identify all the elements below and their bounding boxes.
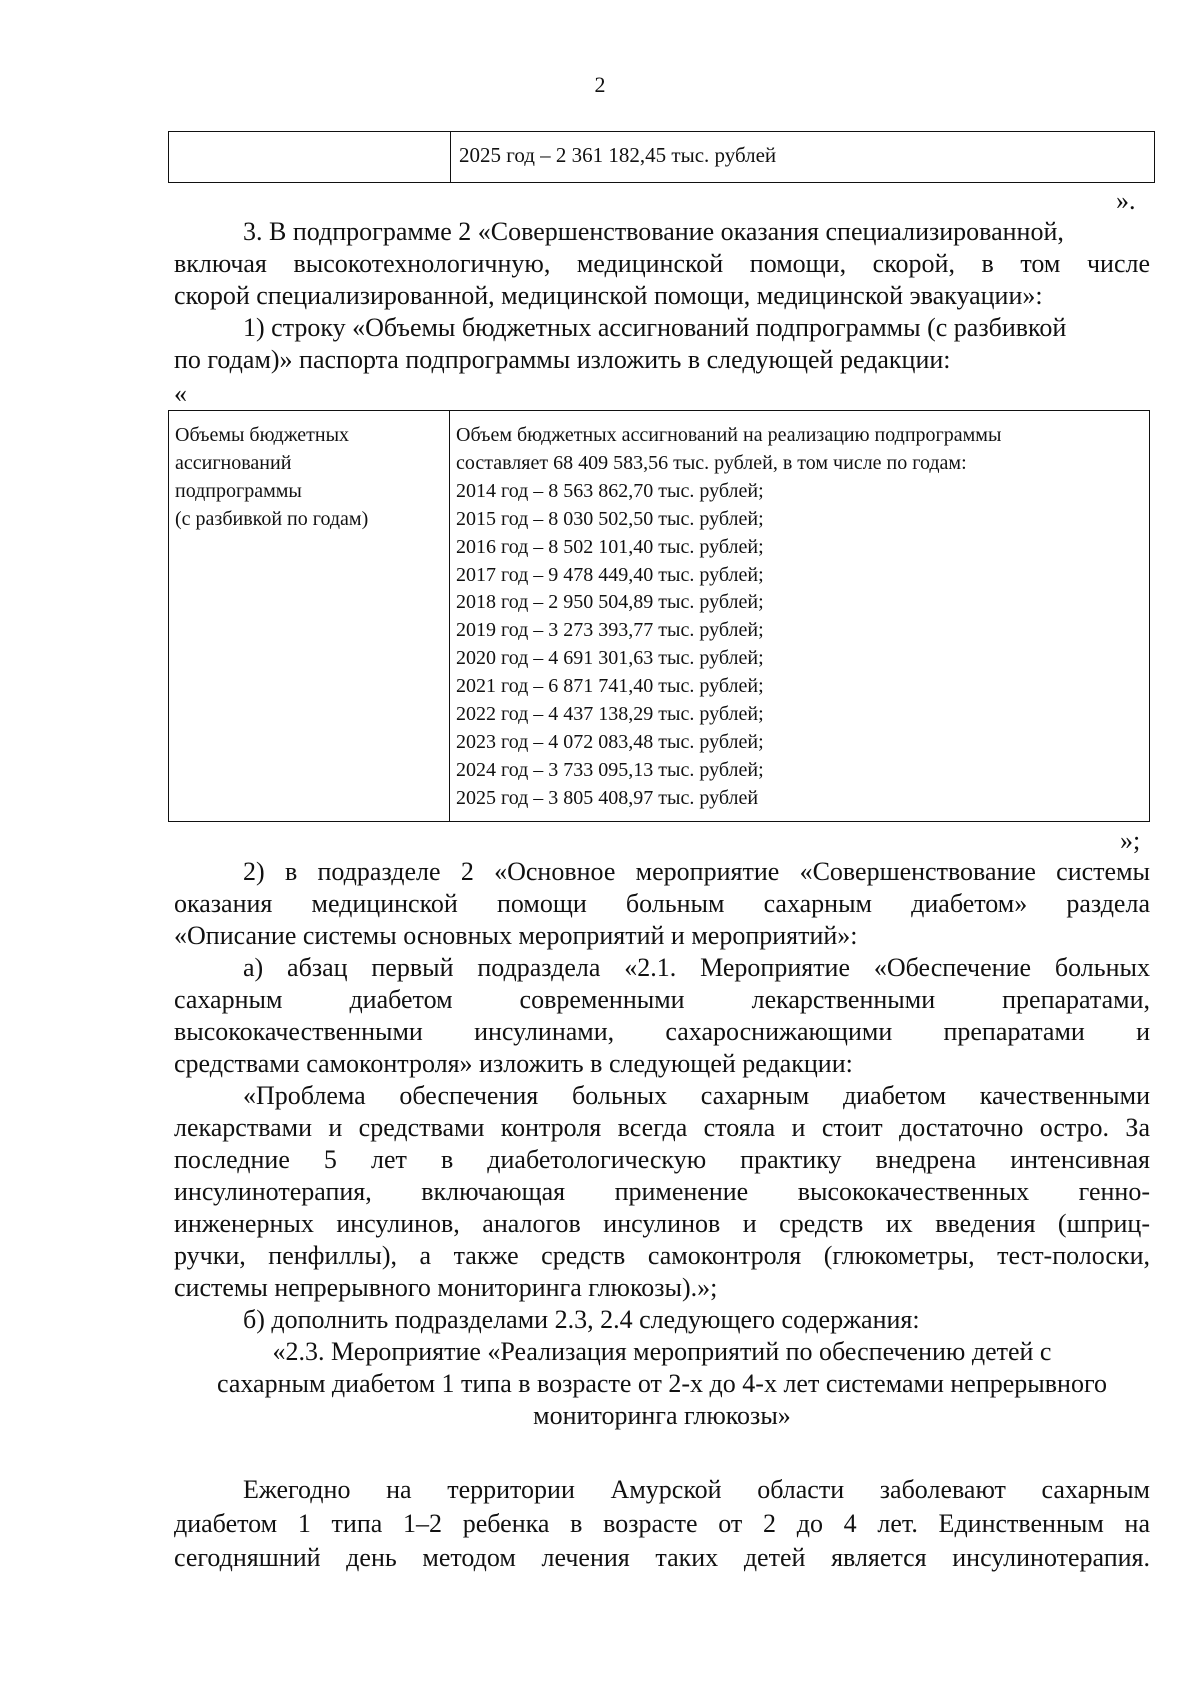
page-number: 2 (594, 72, 606, 97)
table2-value-line: 2018 год – 2 950 504,89 тыс. рублей; (456, 591, 764, 614)
table2-value-line: составляет 68 409 583,56 тыс. рублей, в том числе по годам: (456, 451, 967, 474)
table2-value-line: 2015 год – 8 030 502,50 тыс. рублей; (456, 507, 764, 530)
subheading-line: мониторинга глюкозы» (533, 1401, 791, 1430)
subheading-line: «2.3. Мероприятие «Реализация мероприятий по обеспечению детей с (272, 1337, 1052, 1366)
closing-quote-2: »; (1120, 826, 1141, 855)
item2a-line: средствами самоконтроля» изложить в следующей редакции: (174, 1049, 853, 1078)
closing-quote-1: ». (1116, 186, 1136, 215)
item2a-line: а) абзац первый подраздела «2.1. Мероприятие «Обеспечение больных (243, 953, 1150, 982)
table2-value-line: 2023 год – 4 072 083,48 тыс. рублей; (456, 730, 764, 753)
item2b-line: б) дополнить подразделами 2.3, 2.4 следующего содержания: (243, 1305, 920, 1334)
table2-value-line: 2022 год – 4 437 138,29 тыс. рублей; (456, 703, 764, 726)
subheading-line: сахарным диабетом 1 типа в возрасте от 2-х до 4-х лет системами непрерывного (217, 1369, 1107, 1398)
item2-line: оказания медицинской помощи больным сахарным диабетом» раздела (174, 889, 1150, 918)
item1-line: по годам)» паспорта подпрограммы изложить в следующей редакции: (174, 345, 951, 374)
table2-label-cell (169, 411, 450, 822)
table2-value-line: 2021 год – 6 871 741,40 тыс. рублей; (456, 675, 764, 698)
table2-value-line: 2020 год – 4 691 301,63 тыс. рублей; (456, 647, 764, 670)
table2-label-line: (с разбивкой по годам) (175, 507, 369, 530)
section3-line: скорой специализированной, медицинской помощи, медицинской эвакуации»: (174, 281, 1043, 310)
quote-paragraph-line: лекарствами и средствами контроля всегда стояла и стоит достаточно остро. За (174, 1113, 1150, 1142)
final-paragraph-line: диабетом 1 типа 1–2 ребенка в возрасте от 2 до 4 лет. Единственным на (174, 1509, 1150, 1538)
final-paragraph-line: сегодняшний день методом лечения таких детей является инсулинотерапия. (174, 1543, 1150, 1572)
budget-volumes-table (168, 410, 1150, 822)
budget-table-continuation (168, 131, 1155, 183)
table1-right-cell: 2025 год – 2 361 182,45 тыс. рублей (451, 132, 1155, 183)
table2-label-line: подпрограммы (175, 479, 302, 502)
section3-line: включая высокотехнологичную, медицинской помощи, скорой, в том числе (174, 249, 1150, 278)
quote-paragraph-line: «Проблема обеспечения больных сахарным диабетом качественными (243, 1081, 1150, 1110)
quote-paragraph-line: системы непрерывного мониторинга глюкозы).»; (174, 1273, 718, 1302)
item2a-line: сахарным диабетом современными лекарственными препаратами, (174, 985, 1150, 1014)
quote-paragraph-line: инсулинотерапия, включающая применение высококачественных генно- (174, 1177, 1150, 1206)
quote-paragraph-line: последние 5 лет в диабетологическую практику внедрена интенсивная (174, 1145, 1150, 1174)
table2-value-line: 2017 год – 9 478 449,40 тыс. рублей; (456, 563, 764, 586)
table2-value-line: 2014 год – 8 563 862,70 тыс. рублей; (456, 479, 764, 502)
table2-value-line: Объем бюджетных ассигнований на реализацию подпрограммы (456, 424, 1002, 446)
item2a-line: высококачественными инсулинами, сахароснижающими препаратами и (174, 1017, 1150, 1046)
final-paragraph-line: Ежегодно на территории Амурской области заболевают сахарным (243, 1475, 1150, 1504)
table2-value-line: 2025 год – 3 805 408,97 тыс. рублей (456, 786, 759, 809)
table2-value-cell (450, 411, 1150, 822)
item1-line: 1) строку «Объемы бюджетных ассигнований подпрограммы (с разбивкой (243, 313, 1067, 342)
table2-value-line: 2019 год – 3 273 393,77 тыс. рублей; (456, 619, 764, 642)
table2-value-line: 2024 год – 3 733 095,13 тыс. рублей; (456, 758, 764, 781)
item2-line: 2) в подразделе 2 «Основное мероприятие «Совершенствование системы (243, 857, 1150, 886)
open-quote: « (174, 379, 187, 408)
section3-line: 3. В подпрограмме 2 «Совершенствование оказания специализированной, (243, 217, 1064, 246)
table1-left-cell (169, 132, 451, 183)
table2-value-line: 2016 год – 8 502 101,40 тыс. рублей; (456, 535, 764, 558)
quote-paragraph-line: ручки, пенфиллы), а также средств самоконтроля (глюкометры, тест-полоски, (174, 1241, 1150, 1270)
item2-line: «Описание системы основных мероприятий и мероприятий»: (174, 921, 858, 950)
quote-paragraph-line: инженерных инсулинов, аналогов инсулинов и средств их введения (шприц- (174, 1209, 1150, 1238)
table2-label-line: Объемы бюджетных (175, 424, 350, 446)
table2-label-line: ассигнований (175, 451, 292, 474)
